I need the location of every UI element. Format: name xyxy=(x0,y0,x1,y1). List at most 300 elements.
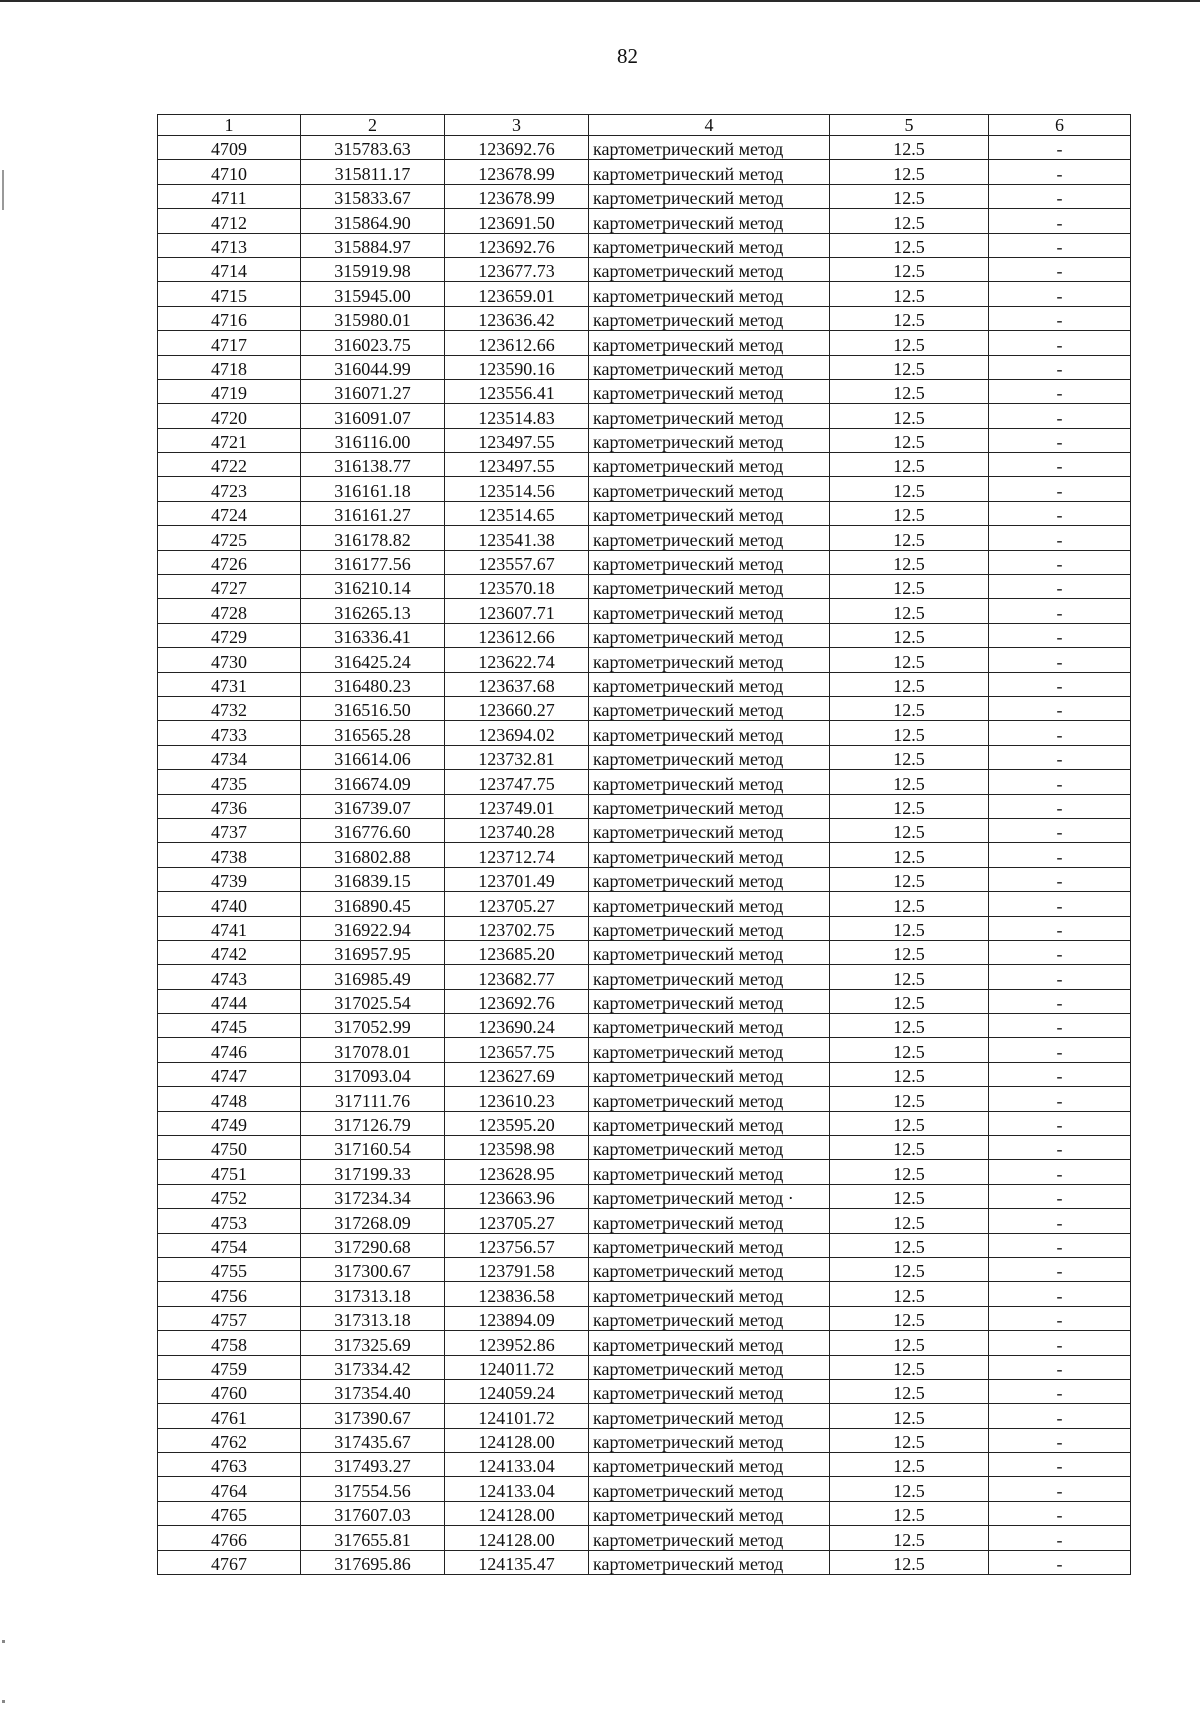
table-row xyxy=(158,306,1131,330)
y-coordinate-cell: 123677.73 xyxy=(445,257,589,281)
x-coordinate-cell: 317334.42 xyxy=(301,1355,445,1379)
method-cell: картометрический метод xyxy=(589,623,830,647)
accuracy-cell: 12.5 xyxy=(830,477,989,501)
point-number-cell: 4745 xyxy=(158,1014,301,1038)
point-number-cell: 4763 xyxy=(158,1453,301,1477)
point-number-cell: 4732 xyxy=(158,696,301,720)
note-cell: - xyxy=(989,160,1131,184)
y-coordinate-cell: 124128.00 xyxy=(445,1526,589,1550)
method-cell: картометрический метод xyxy=(589,526,830,550)
table-row xyxy=(158,1282,1131,1306)
point-number-cell: 4720 xyxy=(158,404,301,428)
point-number-cell: 4733 xyxy=(158,721,301,745)
accuracy-cell: 12.5 xyxy=(830,1160,989,1184)
x-coordinate-cell: 316178.82 xyxy=(301,526,445,550)
accuracy-cell: 12.5 xyxy=(830,1379,989,1403)
x-coordinate-cell: 316425.24 xyxy=(301,648,445,672)
note-cell: - xyxy=(989,696,1131,720)
y-coordinate-cell: 123694.02 xyxy=(445,721,589,745)
y-coordinate-cell: 123691.50 xyxy=(445,209,589,233)
method-cell: картометрический метод xyxy=(589,257,830,281)
y-coordinate-cell: 123692.76 xyxy=(445,233,589,257)
method-cell: картометрический метод xyxy=(589,1550,830,1574)
column-header-6: 6 xyxy=(989,115,1131,136)
y-coordinate-cell: 123497.55 xyxy=(445,428,589,452)
y-coordinate-cell: 124135.47 xyxy=(445,1550,589,1574)
accuracy-cell: 12.5 xyxy=(830,818,989,842)
accuracy-cell: 12.5 xyxy=(830,989,989,1013)
x-coordinate-cell: 317126.79 xyxy=(301,1111,445,1135)
table-row xyxy=(158,989,1131,1013)
page-number: 82 xyxy=(617,44,638,68)
table-row xyxy=(158,770,1131,794)
y-coordinate-cell: 124011.72 xyxy=(445,1355,589,1379)
accuracy-cell: 12.5 xyxy=(830,770,989,794)
note-cell: - xyxy=(989,1526,1131,1550)
accuracy-cell: 12.5 xyxy=(830,648,989,672)
accuracy-cell: 12.5 xyxy=(830,1233,989,1257)
accuracy-cell: 12.5 xyxy=(830,1428,989,1452)
x-coordinate-cell: 316116.00 xyxy=(301,428,445,452)
table-row xyxy=(158,672,1131,696)
accuracy-cell: 12.5 xyxy=(830,160,989,184)
point-number-cell: 4728 xyxy=(158,599,301,623)
note-cell: - xyxy=(989,453,1131,477)
x-coordinate-cell: 316674.09 xyxy=(301,770,445,794)
x-coordinate-cell: 317052.99 xyxy=(301,1014,445,1038)
accuracy-cell: 12.5 xyxy=(830,916,989,940)
note-cell: - xyxy=(989,989,1131,1013)
x-coordinate-cell: 316177.56 xyxy=(301,550,445,574)
note-cell: - xyxy=(989,1062,1131,1086)
x-coordinate-cell: 317325.69 xyxy=(301,1331,445,1355)
accuracy-cell: 12.5 xyxy=(830,721,989,745)
method-cell: картометрический метод xyxy=(589,184,830,208)
x-coordinate-cell: 317093.04 xyxy=(301,1062,445,1086)
accuracy-cell: 12.5 xyxy=(830,404,989,428)
y-coordinate-cell: 123660.27 xyxy=(445,696,589,720)
method-cell: картометрический метод xyxy=(589,843,830,867)
table-row xyxy=(158,1453,1131,1477)
x-coordinate-cell: 317607.03 xyxy=(301,1501,445,1525)
note-cell: - xyxy=(989,1209,1131,1233)
note-cell: - xyxy=(989,404,1131,428)
note-cell: - xyxy=(989,477,1131,501)
accuracy-cell: 12.5 xyxy=(830,892,989,916)
accuracy-cell: 12.5 xyxy=(830,843,989,867)
method-cell: картометрический метод xyxy=(589,1453,830,1477)
point-number-cell: 4749 xyxy=(158,1111,301,1135)
column-header-5: 5 xyxy=(830,115,989,136)
method-cell: картометрический метод xyxy=(589,1233,830,1257)
table-row xyxy=(158,1477,1131,1501)
x-coordinate-cell: 315884.97 xyxy=(301,233,445,257)
table-row xyxy=(158,477,1131,501)
x-coordinate-cell: 317078.01 xyxy=(301,1038,445,1062)
note-cell: - xyxy=(989,648,1131,672)
note-cell: - xyxy=(989,233,1131,257)
x-coordinate-cell: 317111.76 xyxy=(301,1087,445,1111)
accuracy-cell: 12.5 xyxy=(830,1014,989,1038)
note-cell: - xyxy=(989,306,1131,330)
point-number-cell: 4748 xyxy=(158,1087,301,1111)
y-coordinate-cell: 123541.38 xyxy=(445,526,589,550)
point-number-cell: 4764 xyxy=(158,1477,301,1501)
y-coordinate-cell: 123952.86 xyxy=(445,1331,589,1355)
note-cell: - xyxy=(989,965,1131,989)
note-cell: - xyxy=(989,1501,1131,1525)
method-cell: картометрический метод xyxy=(589,1160,830,1184)
accuracy-cell: 12.5 xyxy=(830,1184,989,1208)
method-cell: картометрический метод xyxy=(589,1477,830,1501)
method-cell: картометрический метод xyxy=(589,818,830,842)
x-coordinate-cell: 317290.68 xyxy=(301,1233,445,1257)
accuracy-cell: 12.5 xyxy=(830,672,989,696)
y-coordinate-cell: 123514.56 xyxy=(445,477,589,501)
point-number-cell: 4740 xyxy=(158,892,301,916)
accuracy-cell: 12.5 xyxy=(830,209,989,233)
accuracy-cell: 12.5 xyxy=(830,501,989,525)
x-coordinate-cell: 316265.13 xyxy=(301,599,445,623)
method-cell: картометрический метод xyxy=(589,453,830,477)
x-coordinate-cell: 316739.07 xyxy=(301,794,445,818)
x-coordinate-cell: 315811.17 xyxy=(301,160,445,184)
table-row xyxy=(158,1428,1131,1452)
method-cell: картометрический метод xyxy=(589,1038,830,1062)
scan-edge-dot xyxy=(2,1700,5,1703)
point-number-cell: 4721 xyxy=(158,428,301,452)
note-cell: - xyxy=(989,550,1131,574)
x-coordinate-cell: 316839.15 xyxy=(301,867,445,891)
table-row xyxy=(158,1062,1131,1086)
point-number-cell: 4765 xyxy=(158,1501,301,1525)
accuracy-cell: 12.5 xyxy=(830,306,989,330)
accuracy-cell: 12.5 xyxy=(830,1062,989,1086)
y-coordinate-cell: 123732.81 xyxy=(445,745,589,769)
point-number-cell: 4750 xyxy=(158,1136,301,1160)
point-number-cell: 4718 xyxy=(158,355,301,379)
accuracy-cell: 12.5 xyxy=(830,233,989,257)
point-number-cell: 4744 xyxy=(158,989,301,1013)
point-number-cell: 4738 xyxy=(158,843,301,867)
note-cell: - xyxy=(989,1136,1131,1160)
point-number-cell: 4736 xyxy=(158,794,301,818)
y-coordinate-cell: 124128.00 xyxy=(445,1501,589,1525)
note-cell: - xyxy=(989,1087,1131,1111)
x-coordinate-cell: 316071.27 xyxy=(301,379,445,403)
method-cell: картометрический метод xyxy=(589,721,830,745)
table-row xyxy=(158,184,1131,208)
note-cell: - xyxy=(989,843,1131,867)
note-cell: - xyxy=(989,599,1131,623)
method-cell: картометрический метод xyxy=(589,965,830,989)
note-cell: - xyxy=(989,501,1131,525)
method-cell: картометрический метод xyxy=(589,599,830,623)
table-row xyxy=(158,404,1131,428)
table-row xyxy=(158,453,1131,477)
method-cell: картометрический метод xyxy=(589,940,830,964)
point-number-cell: 4726 xyxy=(158,550,301,574)
column-header-1: 1 xyxy=(158,115,301,136)
table-row xyxy=(158,843,1131,867)
table-header-row xyxy=(158,115,1131,136)
point-number-cell: 4725 xyxy=(158,526,301,550)
x-coordinate-cell: 315783.63 xyxy=(301,136,445,160)
note-cell: - xyxy=(989,184,1131,208)
accuracy-cell: 12.5 xyxy=(830,1355,989,1379)
point-number-cell: 4715 xyxy=(158,282,301,306)
table-row xyxy=(158,379,1131,403)
x-coordinate-cell: 316161.27 xyxy=(301,501,445,525)
note-cell: - xyxy=(989,1160,1131,1184)
y-coordinate-cell: 123570.18 xyxy=(445,575,589,599)
y-coordinate-cell: 123756.57 xyxy=(445,1233,589,1257)
method-cell: картометрический метод xyxy=(589,672,830,696)
method-cell: картометрический метод xyxy=(589,1111,830,1135)
point-number-cell: 4724 xyxy=(158,501,301,525)
y-coordinate-cell: 123663.96 xyxy=(445,1184,589,1208)
x-coordinate-cell: 317655.81 xyxy=(301,1526,445,1550)
accuracy-cell: 12.5 xyxy=(830,257,989,281)
accuracy-cell: 12.5 xyxy=(830,965,989,989)
x-coordinate-cell: 317493.27 xyxy=(301,1453,445,1477)
accuracy-cell: 12.5 xyxy=(830,1209,989,1233)
y-coordinate-cell: 123514.65 xyxy=(445,501,589,525)
note-cell: - xyxy=(989,867,1131,891)
y-coordinate-cell: 123705.27 xyxy=(445,892,589,916)
x-coordinate-cell: 317199.33 xyxy=(301,1160,445,1184)
accuracy-cell: 12.5 xyxy=(830,331,989,355)
accuracy-cell: 12.5 xyxy=(830,1526,989,1550)
note-cell: - xyxy=(989,1550,1131,1574)
note-cell: - xyxy=(989,282,1131,306)
y-coordinate-cell: 123657.75 xyxy=(445,1038,589,1062)
method-cell: картометрический метод xyxy=(589,1306,830,1330)
y-coordinate-cell: 124059.24 xyxy=(445,1379,589,1403)
method-cell: картометрический метод xyxy=(589,136,830,160)
x-coordinate-cell: 316161.18 xyxy=(301,477,445,501)
x-coordinate-cell: 316138.77 xyxy=(301,453,445,477)
accuracy-cell: 12.5 xyxy=(830,282,989,306)
scan-edge-mark xyxy=(2,170,4,210)
y-coordinate-cell: 123595.20 xyxy=(445,1111,589,1135)
page-top-border xyxy=(0,0,1200,2)
x-coordinate-cell: 316776.60 xyxy=(301,818,445,842)
x-coordinate-cell: 317025.54 xyxy=(301,989,445,1013)
x-coordinate-cell: 316480.23 xyxy=(301,672,445,696)
accuracy-cell: 12.5 xyxy=(830,355,989,379)
accuracy-cell: 12.5 xyxy=(830,1038,989,1062)
method-cell: картометрический метод xyxy=(589,989,830,1013)
y-coordinate-cell: 123747.75 xyxy=(445,770,589,794)
point-number-cell: 4753 xyxy=(158,1209,301,1233)
note-cell: - xyxy=(989,1428,1131,1452)
x-coordinate-cell: 317300.67 xyxy=(301,1257,445,1281)
note-cell: - xyxy=(989,428,1131,452)
accuracy-cell: 12.5 xyxy=(830,745,989,769)
y-coordinate-cell: 123685.20 xyxy=(445,940,589,964)
y-coordinate-cell: 123678.99 xyxy=(445,160,589,184)
accuracy-cell: 12.5 xyxy=(830,550,989,574)
accuracy-cell: 12.5 xyxy=(830,1501,989,1525)
note-cell: - xyxy=(989,331,1131,355)
x-coordinate-cell: 316890.45 xyxy=(301,892,445,916)
method-cell: картометрический метод xyxy=(589,477,830,501)
point-number-cell: 4752 xyxy=(158,1184,301,1208)
accuracy-cell: 12.5 xyxy=(830,1404,989,1428)
table-row xyxy=(158,648,1131,672)
note-cell: - xyxy=(989,623,1131,647)
method-cell: картометрический метод xyxy=(589,331,830,355)
note-cell: - xyxy=(989,575,1131,599)
column-header-2: 2 xyxy=(301,115,445,136)
note-cell: - xyxy=(989,1379,1131,1403)
table-row xyxy=(158,965,1131,989)
y-coordinate-cell: 123690.24 xyxy=(445,1014,589,1038)
scan-edge-dot xyxy=(2,1640,5,1643)
table-row xyxy=(158,136,1131,160)
method-cell: картометрический метод xyxy=(589,404,830,428)
table-row xyxy=(158,940,1131,964)
point-number-cell: 4737 xyxy=(158,818,301,842)
note-cell: - xyxy=(989,136,1131,160)
note-cell: - xyxy=(989,1404,1131,1428)
accuracy-cell: 12.5 xyxy=(830,1282,989,1306)
x-coordinate-cell: 315945.00 xyxy=(301,282,445,306)
point-number-cell: 4767 xyxy=(158,1550,301,1574)
y-coordinate-cell: 123557.67 xyxy=(445,550,589,574)
note-cell: - xyxy=(989,1233,1131,1257)
accuracy-cell: 12.5 xyxy=(830,867,989,891)
point-number-cell: 4711 xyxy=(158,184,301,208)
method-cell: картометрический метод xyxy=(589,1282,830,1306)
table-row xyxy=(158,1355,1131,1379)
y-coordinate-cell: 123701.49 xyxy=(445,867,589,891)
point-number-cell: 4754 xyxy=(158,1233,301,1257)
method-cell: картометрический метод xyxy=(589,160,830,184)
note-cell: - xyxy=(989,1111,1131,1135)
note-cell: - xyxy=(989,257,1131,281)
point-number-cell: 4717 xyxy=(158,331,301,355)
method-cell: картометрический метод xyxy=(589,1062,830,1086)
y-coordinate-cell: 124128.00 xyxy=(445,1428,589,1452)
table-row xyxy=(158,331,1131,355)
method-cell: картометрический метод xyxy=(589,1526,830,1550)
method-cell: картометрический метод xyxy=(589,745,830,769)
y-coordinate-cell: 123612.66 xyxy=(445,331,589,355)
accuracy-cell: 12.5 xyxy=(830,696,989,720)
table-row xyxy=(158,1038,1131,1062)
accuracy-cell: 12.5 xyxy=(830,1111,989,1135)
point-number-cell: 4734 xyxy=(158,745,301,769)
point-number-cell: 4716 xyxy=(158,306,301,330)
y-coordinate-cell: 123628.95 xyxy=(445,1160,589,1184)
y-coordinate-cell: 123894.09 xyxy=(445,1306,589,1330)
table-row xyxy=(158,1184,1131,1208)
note-cell: - xyxy=(989,745,1131,769)
table-row xyxy=(158,1331,1131,1355)
method-cell: картометрический метод xyxy=(589,770,830,794)
table-row xyxy=(158,282,1131,306)
note-cell: - xyxy=(989,770,1131,794)
method-cell: картометрический метод xyxy=(589,501,830,525)
y-coordinate-cell: 124133.04 xyxy=(445,1453,589,1477)
note-cell: - xyxy=(989,1184,1131,1208)
method-cell: картометрический метод xyxy=(589,233,830,257)
x-coordinate-cell: 317313.18 xyxy=(301,1306,445,1330)
table-body xyxy=(158,136,1131,1575)
table-row xyxy=(158,1404,1131,1428)
accuracy-cell: 12.5 xyxy=(830,794,989,818)
note-cell: - xyxy=(989,721,1131,745)
table-row xyxy=(158,892,1131,916)
table-row xyxy=(158,1136,1131,1160)
point-number-cell: 4727 xyxy=(158,575,301,599)
point-number-cell: 4759 xyxy=(158,1355,301,1379)
table-row xyxy=(158,501,1131,525)
coordinates-table xyxy=(157,114,1131,1575)
table-row xyxy=(158,721,1131,745)
method-cell: картометрический метод xyxy=(589,1136,830,1160)
x-coordinate-cell: 315864.90 xyxy=(301,209,445,233)
point-number-cell: 4739 xyxy=(158,867,301,891)
table-row xyxy=(158,1550,1131,1574)
method-cell: картометрический метод xyxy=(589,696,830,720)
y-coordinate-cell: 123622.74 xyxy=(445,648,589,672)
point-number-cell: 4757 xyxy=(158,1306,301,1330)
point-number-cell: 4722 xyxy=(158,453,301,477)
x-coordinate-cell: 317435.67 xyxy=(301,1428,445,1452)
method-cell: картометрический метод xyxy=(589,306,830,330)
y-coordinate-cell: 123702.75 xyxy=(445,916,589,940)
table-row xyxy=(158,233,1131,257)
x-coordinate-cell: 317160.54 xyxy=(301,1136,445,1160)
accuracy-cell: 12.5 xyxy=(830,1136,989,1160)
point-number-cell: 4756 xyxy=(158,1282,301,1306)
y-coordinate-cell: 124101.72 xyxy=(445,1404,589,1428)
x-coordinate-cell: 315980.01 xyxy=(301,306,445,330)
y-coordinate-cell: 123612.66 xyxy=(445,623,589,647)
table-row xyxy=(158,209,1131,233)
x-coordinate-cell: 316044.99 xyxy=(301,355,445,379)
table-row xyxy=(158,550,1131,574)
method-cell: картометрический метод xyxy=(589,355,830,379)
point-number-cell: 4712 xyxy=(158,209,301,233)
x-coordinate-cell: 316985.49 xyxy=(301,965,445,989)
y-coordinate-cell: 123678.99 xyxy=(445,184,589,208)
y-coordinate-cell: 123692.76 xyxy=(445,989,589,1013)
table-row xyxy=(158,1306,1131,1330)
point-number-cell: 4766 xyxy=(158,1526,301,1550)
x-coordinate-cell: 315833.67 xyxy=(301,184,445,208)
accuracy-cell: 12.5 xyxy=(830,526,989,550)
accuracy-cell: 12.5 xyxy=(830,379,989,403)
note-cell: - xyxy=(989,940,1131,964)
y-coordinate-cell: 123637.68 xyxy=(445,672,589,696)
y-coordinate-cell: 123836.58 xyxy=(445,1282,589,1306)
y-coordinate-cell: 123659.01 xyxy=(445,282,589,306)
note-cell: - xyxy=(989,1331,1131,1355)
x-coordinate-cell: 315919.98 xyxy=(301,257,445,281)
column-header-4: 4 xyxy=(589,115,830,136)
y-coordinate-cell: 123712.74 xyxy=(445,843,589,867)
table-row xyxy=(158,599,1131,623)
table-row xyxy=(158,1526,1131,1550)
y-coordinate-cell: 123749.01 xyxy=(445,794,589,818)
note-cell: - xyxy=(989,1306,1131,1330)
x-coordinate-cell: 316957.95 xyxy=(301,940,445,964)
method-cell: картометрический метод xyxy=(589,916,830,940)
